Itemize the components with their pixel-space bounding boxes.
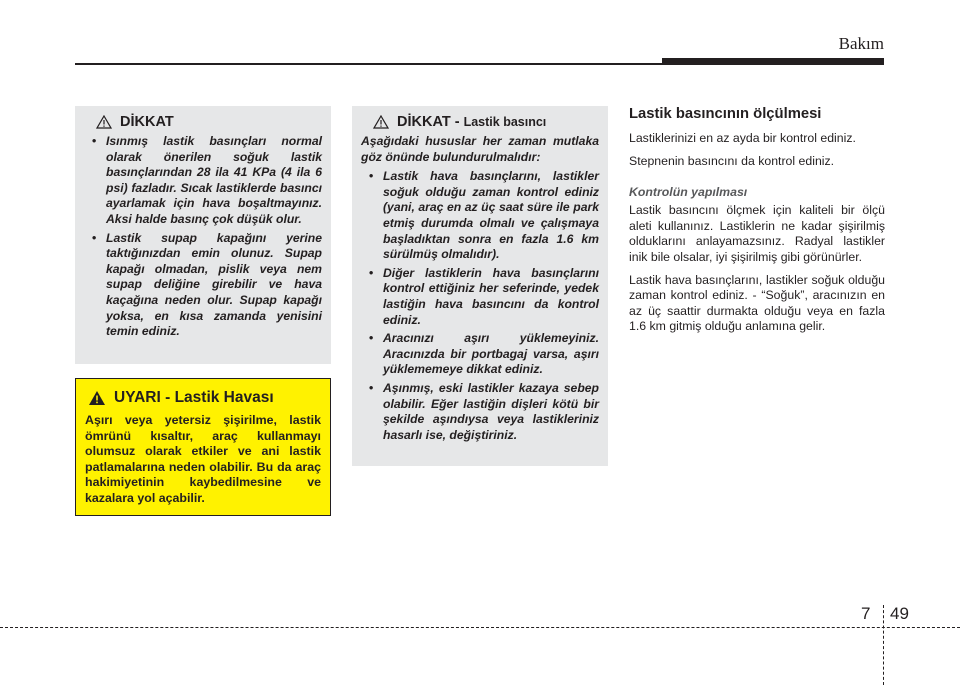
caution-item: • Aşınmış, eski lastikler kazaya sebep olabilir. Eğer lastiğin dişleri kötü bir şekilde aşındıysa veya lastikleriniz hasarlı ise, değiştiriniz. bbox=[361, 381, 599, 443]
section-paragraph: Stepnenin basıncını da kontrol ediniz. bbox=[629, 153, 835, 168]
caution-title: DİKKAT - bbox=[397, 114, 464, 130]
caution-box-tire-pressure bbox=[352, 106, 608, 466]
caution-item: • Lastik hava basınçlarını, lastikler soğuk olduğu zaman kontrol ediniz (yani, araç en az üç saat süre ile park etmiş durumda olmalı ve çalışmaya başladıktan sonra en fazla 1.6 km sürülmüş olmalıdır). bbox=[361, 169, 599, 263]
footer-page-divider bbox=[883, 605, 884, 685]
section-subheading: Kontrolün yapılması bbox=[629, 185, 748, 200]
caution-triangle-icon bbox=[373, 115, 389, 129]
warning-title: UYARI - Lastik Havası bbox=[114, 389, 274, 406]
caution-title-row bbox=[96, 114, 322, 130]
section-paragraph: Lastik basıncını ölçmek için kaliteli bir ölçü aleti kullanınız. Lastiklerin ne kadar şişirilmiş olduklarını anlayamazsınız. Radyal lastikler inik bile olsalar, iyi şişirilmiş gibi görünürler. bbox=[629, 203, 885, 264]
caution-box-tire-pressure-hot bbox=[75, 106, 331, 364]
chapter-number: 7 bbox=[861, 604, 871, 623]
caution-title: DİKKAT bbox=[120, 114, 174, 130]
caution-subtitle: Lastik basıncı bbox=[463, 115, 547, 129]
footer-divider bbox=[0, 627, 960, 628]
warning-box-tire-inflation bbox=[75, 378, 331, 516]
section-paragraph: Lastiklerinizi en az ayda bir kontrol ediniz. bbox=[629, 131, 856, 145]
warning-text: Aşırı veya yetersiz şişirilme, lastik ömrünü kısaltır, araç kullanmayı olumsuz olarak etkiler ve ani lastik patlamalarına neden olabilir. Bu da araç hakimiyetinin kaybedilmesine ve kazalara yol açabilir. bbox=[85, 413, 321, 505]
caution-triangle-icon bbox=[96, 115, 112, 129]
header-rule-accent bbox=[662, 58, 884, 65]
warning-triangle-icon bbox=[88, 390, 106, 406]
caution-item: • Diğer lastiklerin hava basınçlarını kontrol ettiğiniz her seferinde, yedek lastiğin hava basıncını da kontrol ediniz. bbox=[361, 266, 599, 328]
caution-item: • Isınmış lastik basınçları normal olarak önerilen soğuk lastik basınçlarından 28 ila 41 KPa (4 ila 6 psi) fazladır. Sıcak lastiklerde basıncı ayarlamak için hava boşaltmayınız. Aksi halde basınç çok düşük olur. bbox=[84, 134, 322, 228]
caution-list bbox=[84, 134, 322, 340]
warning-title-row bbox=[88, 389, 321, 407]
header-title: Bakım bbox=[838, 34, 884, 53]
section-paragraph: Lastik hava basınçlarını, lastikler soğuk olduğu zaman kontrol ediniz. - “Soğuk”, aracınızın en az üç saattir durmakta olduğu veya en fazla 1.6 km gitmiş olduğu anlamına gelir. bbox=[629, 272, 885, 334]
caution-list bbox=[361, 169, 599, 443]
caution-title-row bbox=[373, 114, 599, 130]
section-tire-pressure-measurement bbox=[629, 106, 885, 342]
caution-item: • Aracınızı aşırı yüklemeyiniz. Aracınızda bir portbagaj varsa, aşırı yüklememeye dikkat ediniz. bbox=[361, 331, 599, 378]
section-heading: Lastik basıncının ölçülmesi bbox=[629, 106, 822, 122]
page-number: 49 bbox=[890, 604, 909, 623]
header-rule bbox=[75, 63, 665, 65]
caution-item: • Lastik supap kapağını yerine taktığınızdan emin olunuz. Supap kapağı olmadan, pislik veya nem supap deliğine girebilir ve hava kaçağına neden olur. Supap kapağı yoksa, en kısa zamanda yenisini temin ediniz. bbox=[84, 231, 322, 340]
caution-intro: Aşağıdaki hususlar her zaman mutlaka göz önünde bulundurulmalıdır: bbox=[361, 134, 599, 164]
